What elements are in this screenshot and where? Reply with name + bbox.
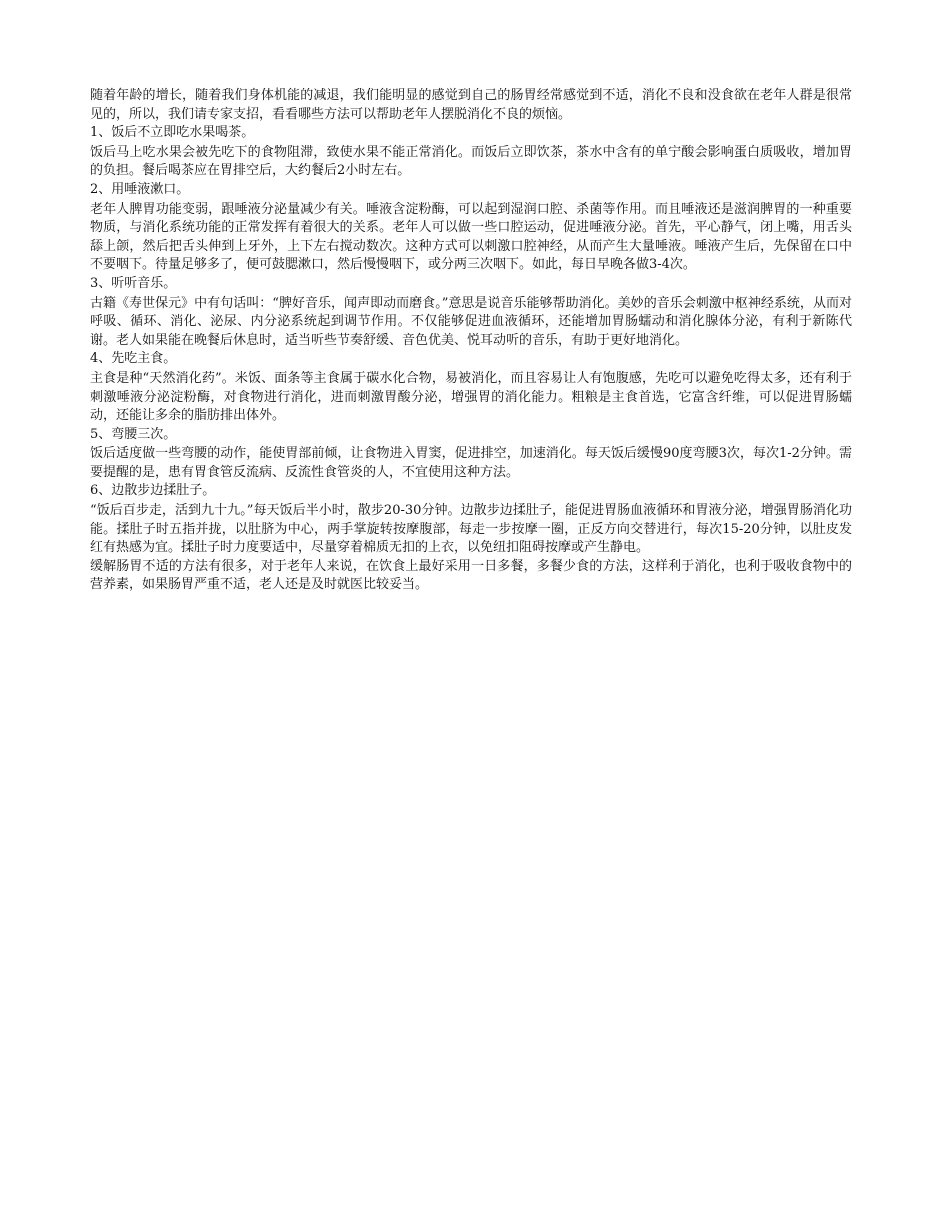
article xyxy=(90,87,852,595)
section-body-2: 老年人脾胃功能变弱，跟唾液分泌量减少有关。唾液含淀粉酶，可以起到湿润口腔、杀菌等作用。而且唾液还是滋润脾胃的一种重要物质，与消化系统功能的正常发挥有着很大的关系。老年人可以做一些口腔运动，促进唾液分泌。首先，平心静气，闭上嘴，用舌头舔上颌，然后把舌头伸到上牙外，上下左右搅动数次。这种方式可以刺激口腔神经，从而产生大量唾液。唾液产生后，先保留在口中不要咽下。待量足够多了，便可鼓腮漱口，然后慢慢咽下，或分两三次咽下。如此，每日早晚各做3-4次。 xyxy=(90,201,852,273)
section-heading-5: 5、弯腰三次。 xyxy=(90,426,177,442)
section-heading-1: 1、饭后不立即吃水果喝茶。 xyxy=(90,125,255,141)
section-heading-6: 6、边散步边揉肚子。 xyxy=(90,483,216,499)
section-heading-2: 2、用唾液漱口。 xyxy=(90,181,190,197)
section-body-1: 饭后马上吃水果会被先吃下的食物阻滞，致使水果不能正常消化。而饭后立即饮茶，茶水中含有的单宁酸会影响蛋白质吸收，增加胃的负担。餐后喝茶应在胃排空后，大约餐后2小时左右。 xyxy=(90,144,852,179)
section-body-5: 饭后适度做一些弯腰的动作，能使胃部前倾，让食物进入胃窦，促进排空，加速消化。每天饭后缓慢90度弯腰3次，每次1-2分钟。需要提醒的是，患有胃食管反流病、反流性食管炎的人，不宜使用这种方法。 xyxy=(90,446,852,480)
section-body-3: 古籍《寿世保元》中有句话叫：“脾好音乐，闻声即动而磨食。”意思是说音乐能够帮助消化。美妙的音乐会刺激中枢神经系统，从而对呼吸、循环、消化、泌尿、内分泌系统起到调节作用。不仅能够促进血液循环，还能增加胃肠蠕动和消化腺体分泌，有利于新陈代谢。老人如果能在晚餐后休息时，适当听些节奏舒缓、音色优美、悦耳动听的音乐，有助于更好地消化。 xyxy=(90,295,852,348)
section-heading-3: 3、听听音乐。 xyxy=(90,275,177,291)
section-body-6: “饭后百步走，活到九十九。”每天饭后半小时，散步20-30分钟。边散步边揉肚子，能促进胃肠血液循环和胃液分泌，增强胃肠消化功能。揉肚子时五指并拢，以肚脐为中心，两手掌旋转按摩腹部，每走一步按摩一圈，正反方向交替进行，每次15-20分钟，以肚皮发红有热感为宜。揉肚子时力度要适中，尽量穿着棉质无扣的上衣，以免纽扣阻碍按摩或产生静电。 xyxy=(90,503,852,556)
section-heading-4: 4、先吃主食。 xyxy=(90,351,177,367)
section-body-4: 主食是种“天然消化药”。米饭、面条等主食属于碳水化合物，易被消化，而且容易让人有饱腹感，先吃可以避免吃得太多，还有利于刺激唾液分泌淀粉酶，对食物进行消化，进而刺激胃酸分泌，增强胃的消化能力。粗粮是主食首选，它富含纤维，可以促进胃肠蠕动，还能让多余的脂肪排出体外。 xyxy=(90,370,852,424)
conclusion-paragraph: 缓解肠胃不适的方法有很多，对于老年人来说，在饮食上最好采用一日多餐，多餐少食的方法，这样利于消化，也利于吸收食物中的营养素，如果肠胃严重不适，老人还是及时就医比较妥当。 xyxy=(90,558,852,593)
intro-paragraph: 随着年龄的增长，随着我们身体机能的减退，我们能明显的感觉到自己的肠胃经常感觉到不适，消化不良和没食欲在老年人群是很常见的，所以，我们请专家支招，看看哪些方法可以帮助老年人摆脱消化不良的烦恼。 xyxy=(90,88,852,122)
